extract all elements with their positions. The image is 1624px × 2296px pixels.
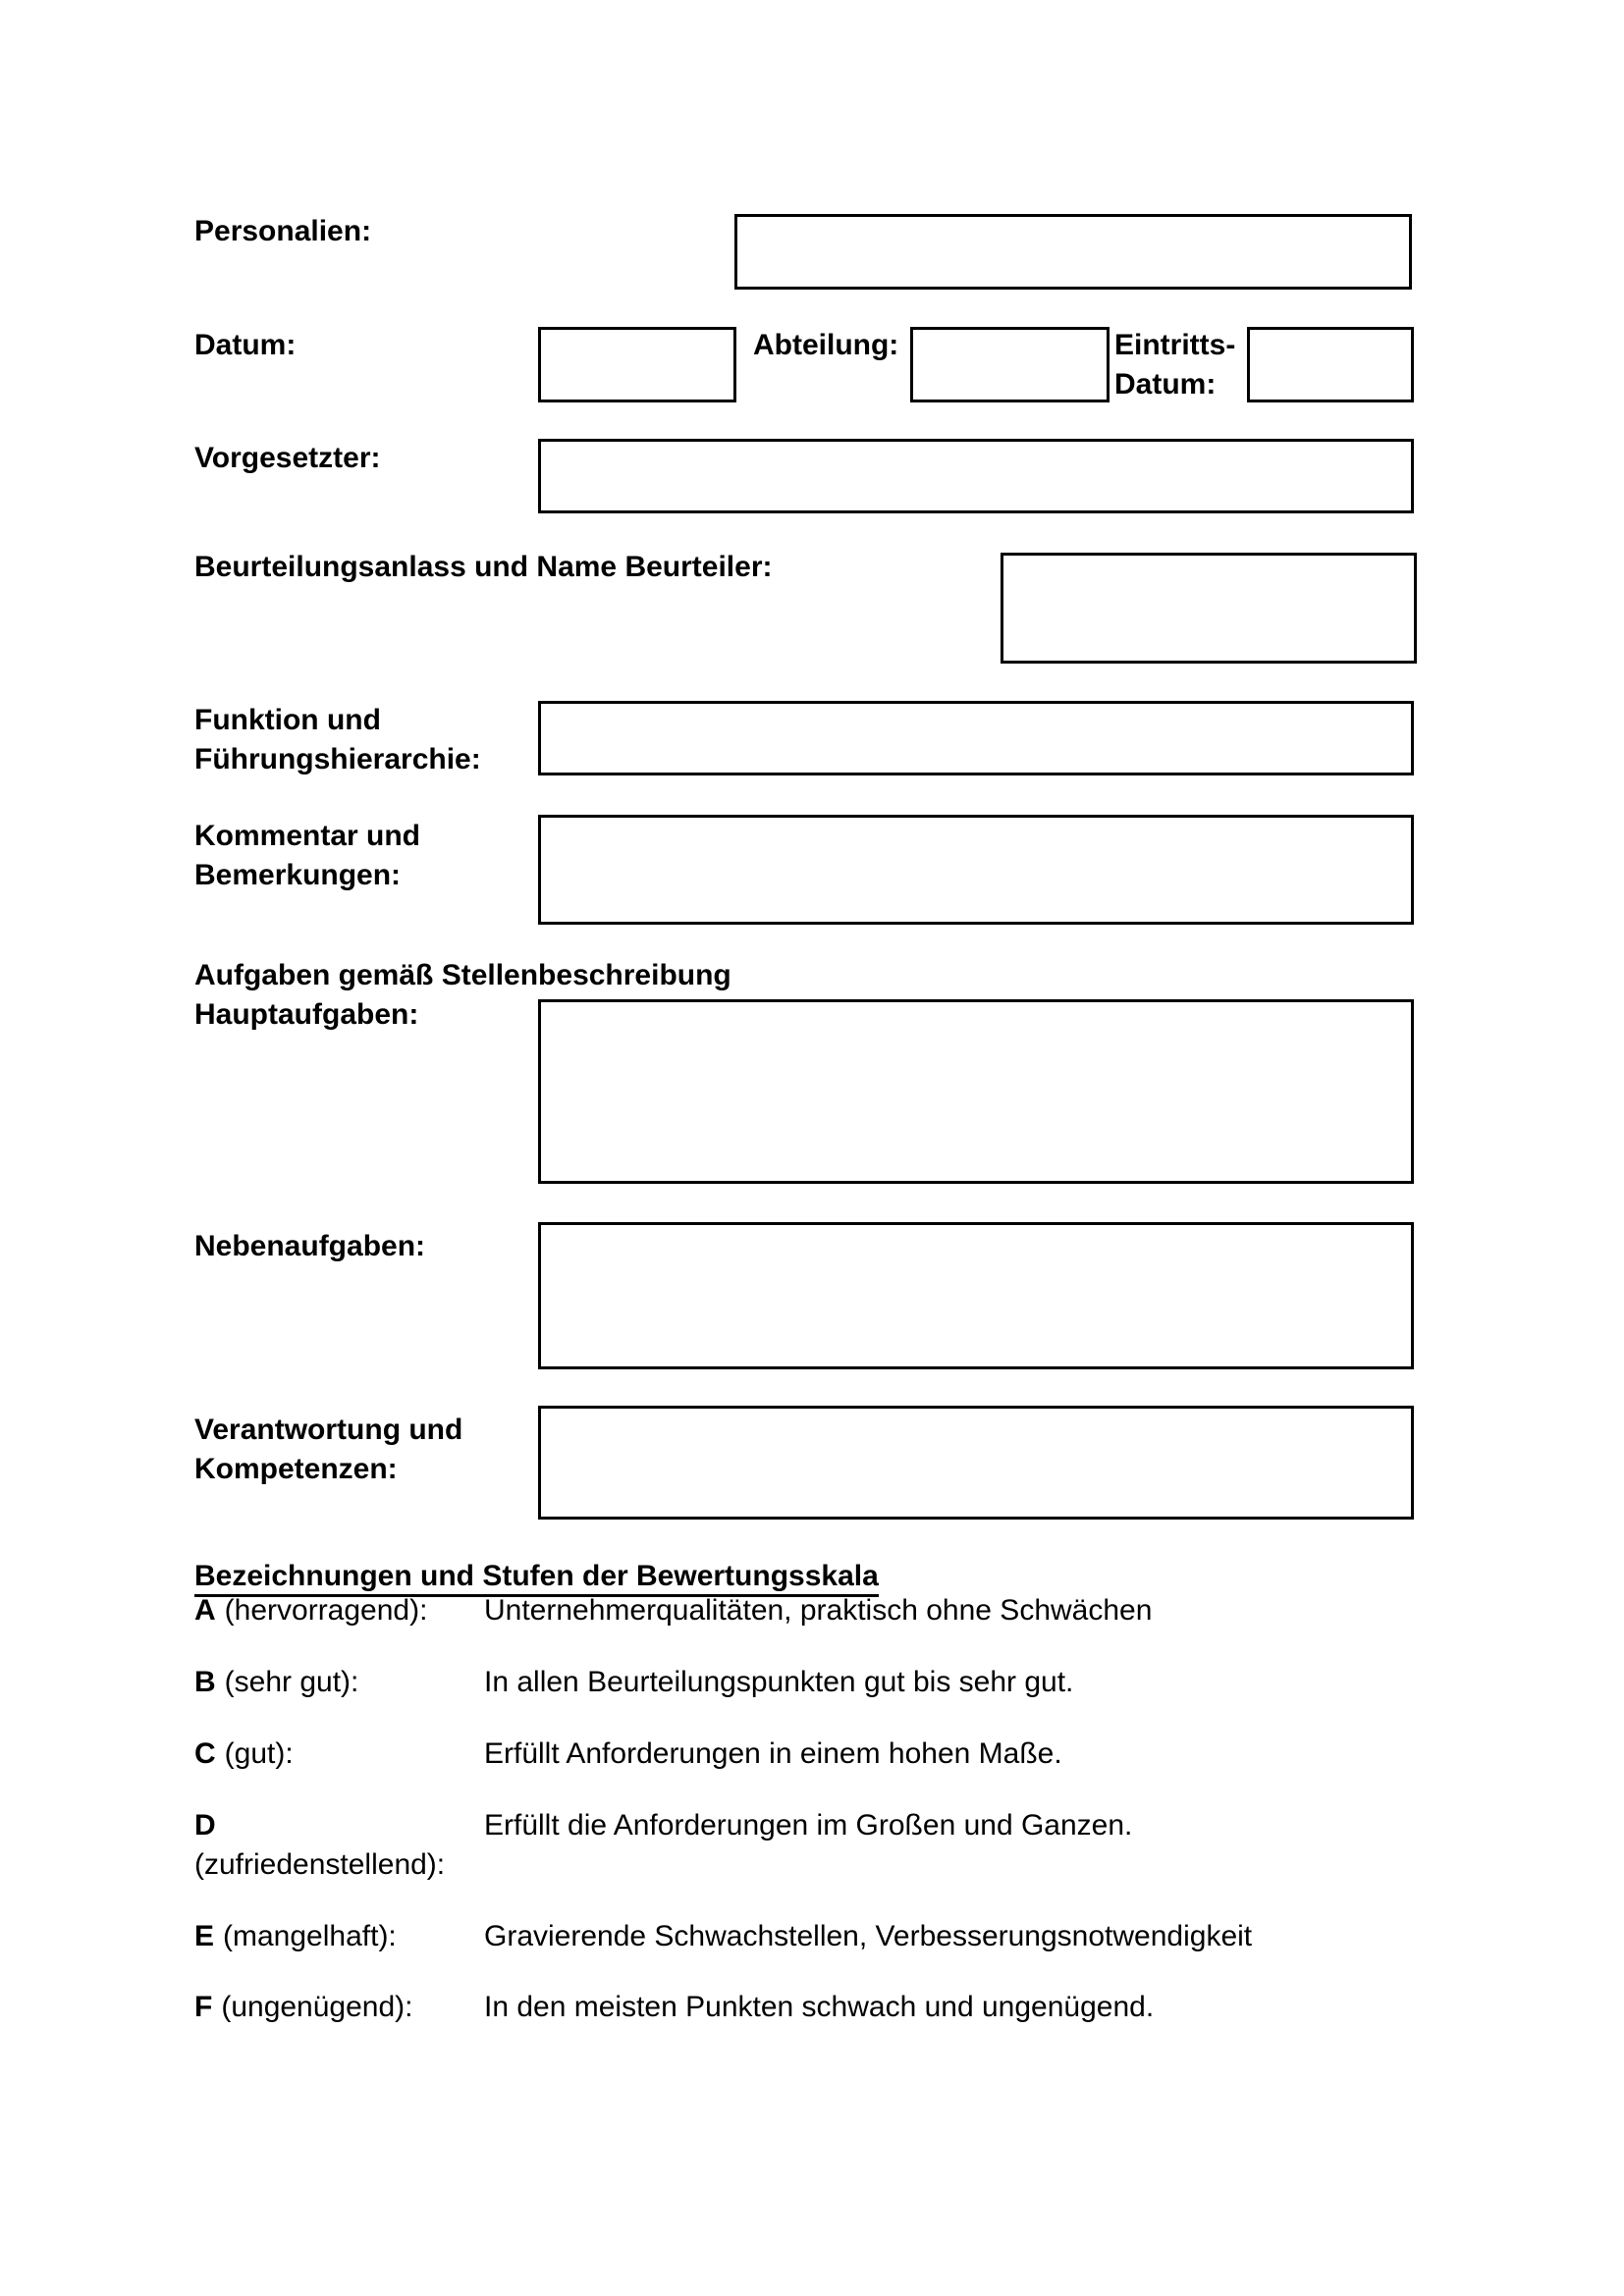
hauptaufgaben-label: Hauptaufgaben: [194, 998, 419, 1031]
grade-description: In allen Beurteilungspunkten gut bis sehr gut. [484, 1666, 1074, 1698]
grade-label-e [194, 1917, 397, 1956]
grade-qualifier: (gut): [224, 1737, 294, 1770]
kommentar-label [194, 817, 420, 895]
eintrittsdatum-input-box[interactable] [1247, 327, 1414, 402]
grade-label-a [194, 1591, 427, 1630]
datum-input-box[interactable] [538, 327, 736, 402]
grade-label-c [194, 1735, 294, 1774]
abteilung-label: Abteilung: [753, 329, 899, 361]
grade-letter: A [194, 1594, 216, 1627]
verantwortung-label-line2: Kompetenzen: [194, 1453, 398, 1485]
kommentar-input-box[interactable] [538, 815, 1414, 925]
grade-letter: D [194, 1809, 216, 1842]
grade-description: Unternehmerqualitäten, praktisch ohne Schwächen [484, 1594, 1153, 1627]
grade-letter: E [194, 1920, 215, 1952]
grade-description: In den meisten Punkten schwach und ungenügend. [484, 1991, 1155, 2023]
funktion-input-box[interactable] [538, 701, 1414, 775]
grade-qualifier: (ungenügend): [221, 1991, 413, 2023]
grade-description: Gravierende Schwachstellen, Verbesserungsnotwendigkeit [484, 1920, 1253, 1952]
verantwortung-label-line1: Verantwortung und [194, 1414, 463, 1446]
hauptaufgaben-input-box[interactable] [538, 999, 1414, 1184]
grade-letter: B [194, 1666, 216, 1698]
datum-label: Datum: [194, 329, 297, 361]
rating-scale-heading-text: Bezeichnungen und Stufen der Bewertungsskala [194, 1560, 879, 1597]
funktion-label-line1: Funktion und [194, 704, 381, 736]
grade-qualifier: (hervorragend): [224, 1594, 428, 1627]
kommentar-label-line1: Kommentar und [194, 820, 421, 852]
personalien-input-box[interactable] [734, 214, 1412, 290]
aufgaben-section-heading: Aufgaben gemäß Stellenbeschreibung [194, 959, 731, 991]
funktion-label [194, 701, 481, 779]
eintrittsdatum-label [1114, 326, 1235, 404]
grade-qualifier: (zufriedenstellend): [194, 1848, 446, 1881]
abteilung-input-box[interactable] [910, 327, 1110, 402]
grade-letter: F [194, 1991, 213, 2023]
nebenaufgaben-input-box[interactable] [538, 1222, 1414, 1369]
grade-description: Erfüllt Anforderungen in einem hohen Maße. [484, 1737, 1062, 1770]
grade-qualifier: (mangelhaft): [223, 1920, 397, 1952]
personalien-label: Personalien: [194, 215, 372, 247]
grade-description: Erfüllt die Anforderungen im Großen und Ganzen. [484, 1809, 1133, 1842]
eintrittsdatum-label-line1: Eintritts- [1114, 329, 1236, 361]
kommentar-label-line2: Bemerkungen: [194, 859, 402, 891]
rating-scale-heading [194, 1557, 879, 1596]
grade-label-f [194, 1988, 413, 2027]
beurteilungsanlass-input-box[interactable] [1001, 553, 1417, 664]
beurteilungsanlass-label: Beurteilungsanlass und Name Beurteiler: [194, 551, 773, 583]
verantwortung-label [194, 1411, 462, 1489]
funktion-label-line2: Führungshierarchie: [194, 743, 481, 775]
eintrittsdatum-label-line2: Datum: [1114, 368, 1217, 400]
grade-qualifier: (sehr gut): [224, 1666, 359, 1698]
verantwortung-input-box[interactable] [538, 1406, 1414, 1520]
grade-letter: C [194, 1737, 216, 1770]
nebenaufgaben-label: Nebenaufgaben: [194, 1230, 426, 1262]
grade-label-b [194, 1663, 358, 1702]
vorgesetzter-input-box[interactable] [538, 439, 1414, 513]
vorgesetzter-label: Vorgesetzter: [194, 442, 381, 474]
grade-label-d [194, 1806, 445, 1885]
